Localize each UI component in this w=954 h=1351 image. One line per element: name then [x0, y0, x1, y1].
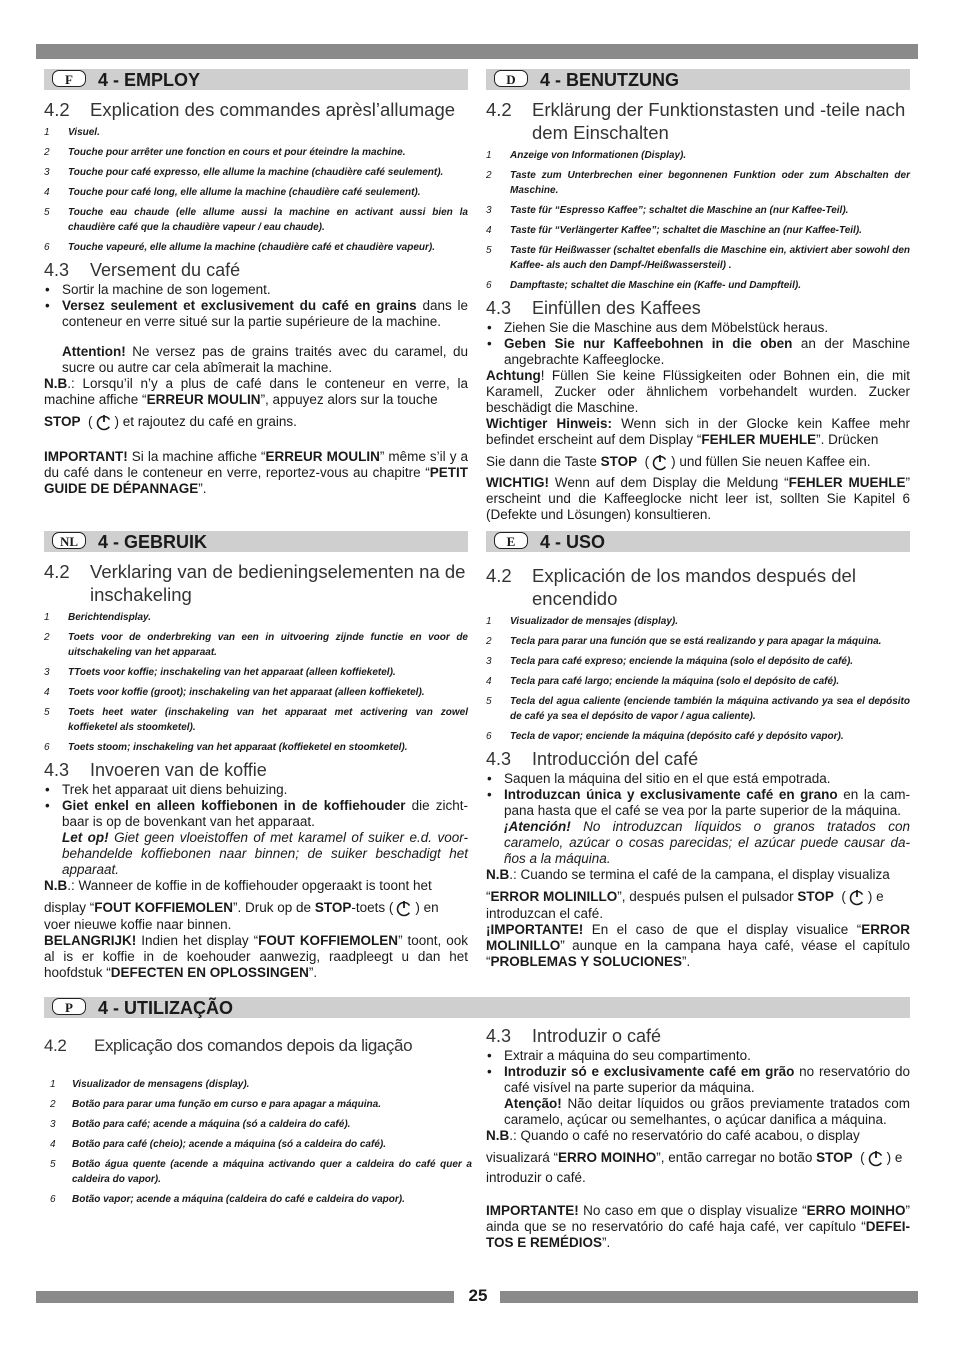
spanish-header: [486, 531, 910, 552]
section-dutch: [44, 531, 468, 981]
power-icon: [95, 413, 113, 431]
power-icon: [395, 899, 413, 917]
bullet-item: • Geben Sie nur Kaffeebohnen in die oben an der Maschine angebrachte Kaffeeglocke.: [486, 336, 910, 368]
list-item: 6 Dampftaste; schaltet die Maschine ein (Kaffe- und Dampfteil).: [486, 280, 801, 291]
de-bullets: [486, 320, 910, 368]
fr-nb: N.B.: Lorsqu’il n’y a plus de café dans le conteneur en verre, la machine affiche “ERREUR MOULIN”, appuyez alors sur la touche: [44, 376, 468, 407]
fr-bullets: [44, 282, 468, 330]
es-bullets: [486, 771, 910, 819]
list-item: 2 Botão para parar uma função em curso e para apagar a máquina.: [50, 1099, 381, 1110]
pt-heading-4-2: 4.2 Explicação dos comandos depois da ligação: [44, 1036, 413, 1055]
de-heading-4-3: 4.3 Einfüllen des Kaffees: [486, 298, 701, 318]
fr-stop-line: STOP ( ) et rajoutez du café en grains.: [44, 414, 297, 429]
es-atencion: ¡Atención! No introduzcan líquidos o granos tratados con caramelo, azúcar o cosas parecidas; el azúcar puede causar da-ños a la máquina.: [504, 819, 910, 866]
list-item: 2 Touche pour arrêter une fonction en cours et pour éteindre la machine.: [44, 147, 406, 158]
pt-atencao: Atenção! Não deitar líquidos ou grãos previamente tratados com caramelo, açúcar ou semelhantes, o açúcar danifica a máquina.: [504, 1096, 910, 1127]
es-nb: N.B.: Cuando se termina el café de la campana, el display visualiza: [486, 867, 890, 882]
french-title: 4 - EMPLOY: [98, 70, 201, 90]
nl-heading-4-3: 4.3 Invoeren van de koffie: [44, 760, 267, 780]
fr-heading-4-2: 4.2 Explication des commandes aprèsl’allumage: [44, 99, 456, 120]
top-bar: [36, 44, 918, 59]
list-item: 2 Toets voor de onderbreking van een in uitvoering zijnde functie en voor de uitschakeling van het apparaat.: [44, 632, 468, 658]
list-item: 1 Visualizador de mensagens (display).: [50, 1079, 250, 1090]
bullet-item: • Trek het apparaat uit diens behuizing.: [44, 782, 468, 798]
list-item: 1 Visuel.: [44, 127, 100, 138]
pt-heading-4-3: 4.3 Introduzir o café: [486, 1026, 662, 1046]
list-item: 4 Tecla para café largo; enciende la máquina (solo el depósito de café).: [486, 676, 840, 687]
nl-stop-cont: voer nieuwe koffie naar binnen.: [44, 917, 232, 932]
list-item: 3 Tecla para café expreso; enciende la máquina (solo el depósito de café).: [486, 656, 854, 667]
bullet-item: • Introduzir só e exclusivamente café em grão no reservatório do café visível na parte superior da máquina.: [486, 1064, 910, 1096]
list-item: 5 Touche eau chaude (elle allume aussi la machine en activant aussi bien la chaudière café que la chaudière vapeur / eau chaude).: [44, 207, 468, 233]
german-header: [486, 69, 910, 90]
de-stop-line: Sie dann die Taste STOP ( ) und füllen Sie neuen Kaffee ein.: [486, 454, 871, 469]
list-item: 4 Touche pour café long, elle allume la machine (chaudière café seulement).: [44, 187, 421, 198]
fr-important: IMPORTANT! Si la machine affiche “ERREUR MOULIN” même s’il y a du café dans le conteneur en verre, reportez-vous au chapitre “PETIT GUIDE DE DÉPANNAGE”.: [44, 449, 469, 496]
list-item: 2 Taste zum Unterbrechen einer begonnenen Funktion oder zum Abschalten der Maschine.: [486, 170, 910, 196]
pt-left-column: [44, 1028, 472, 1212]
bullet-item: • Extrair a máquina do seu compartimento.: [486, 1048, 910, 1064]
nl-belangrijk: BELANGRIJK! Indien het display “FOUT KOFFIEMOLEN” toont, ook al is er koffie in de koehouder aanwezig, raadpleegt u dan het hoofdstuk “DEFECTEN EN OPLOSSINGEN”.: [44, 933, 468, 980]
portuguese-header: [44, 997, 910, 1018]
bullet-item: • Sortir la machine de son logement.: [44, 282, 468, 298]
nl-stop-line: display “FOUT KOFFIEMOLEN”. Druk op de STOP-toets ( ) en: [44, 900, 439, 915]
dutch-header: [44, 531, 468, 552]
list-item: 6 Toets stoom; inschakeling van het apparaat (koffieketel en stoomketel).: [44, 742, 408, 753]
list-item: 2 Tecla para parar una función que se está realizando y para apagar la máquina.: [486, 636, 882, 647]
language-badge-f: F: [52, 70, 86, 87]
list-item: 1 Visualizador de mensajes (display).: [486, 616, 679, 627]
french-header: [44, 69, 468, 90]
spanish-title: 4 - USO: [540, 532, 606, 552]
pt-importante: IMPORTANTE! No caso em que o display visualize “ERRO MOINHO” ainda que se no reservatório do café haja café, ver capítulo “DEFEI-TOS E REMÉDIOS”.: [486, 1203, 910, 1250]
nl-nb: N.B.: Wanneer de koffie in de koffiehouder opgeraakt is toont het: [44, 878, 432, 893]
language-badge-e: E: [494, 532, 528, 549]
page-number: 25: [468, 1286, 488, 1305]
list-item: 4 Taste für “Verlängerter Kaffee”; schaltet die Maschine an (nur Kaffee-Teil).: [486, 225, 862, 236]
section-german: [486, 69, 910, 523]
es-heading-4-3: 4.3 Introducción del café: [486, 749, 699, 769]
footer-bar-left: [36, 1291, 454, 1303]
list-item: 3 Botão para café; acende a máquina (só a caldeira do café).: [50, 1119, 351, 1130]
list-item: 1 Anzeige von Informationen (Display).: [486, 150, 687, 161]
list-item: 6 Botão vapor; acende a máquina (caldeira do café e caldeira do vapor).: [50, 1194, 405, 1205]
list-item: 6 Touche vapeuré, elle allume la machine (chaudière café et chaudière vapeur).: [44, 242, 435, 253]
german-title: 4 - BENUTZUNG: [540, 70, 679, 90]
list-item: 3 Touche pour café expresso, elle allume la machine (chaudière café seulement).: [44, 167, 444, 178]
bullet-item: • Giet enkel en alleen koffiebonen in de koffiehouder die zicht-baar is op de bovenkant van het apparaat.: [44, 798, 468, 830]
es-importante: ¡IMPORTANTE! En el caso de que el display visualice “ERROR MOLINILLO” aunque en la campana haya café, véase el capítulo “PROBLEMAS Y SOLUCIONES”.: [486, 922, 910, 969]
nl-let-op: Let op! Giet geen vloeistoffen of met karamel of suiker e.d. voor-behandelde koffiebonen naar binnen; de suiker beschadigt het apparaat.: [62, 830, 468, 877]
list-item: 5 Toets heet water (inschakeling van het apparaat met activering van zowel koffieketel als stoomketel).: [44, 707, 468, 733]
nl-bullets: [44, 782, 468, 830]
list-item: 1 Berichtendisplay.: [44, 612, 151, 623]
list-item: 6 Tecla de vapor; enciende la máquina (depósito café y depósito vapor).: [486, 731, 844, 742]
de-achtung: Achtung! Füllen Sie keine Flüssigkeiten oder Bohnen ein, die mit Karamell, Zucker oder ähnlichem vorbehandelt wurden. Zucker beschädigt die Maschine.: [486, 368, 910, 415]
language-badge-d: D: [494, 70, 528, 87]
de-hinweis: Wichtiger Hinweis: Wenn sich in der Glocke kein Kaffee mehr befindet erscheint auf dem Display “FEHLER MUEHLE”. Drücken: [486, 416, 910, 447]
list-item: 3 TToets voor koffie; inschakeling van het apparaat (alleen koffieketel).: [44, 667, 396, 678]
section-spanish: [486, 531, 910, 970]
power-icon: [867, 1149, 885, 1167]
fr-heading-4-3: 4.3 Versement du café: [44, 260, 241, 280]
language-badge-nl: NL: [52, 532, 86, 549]
power-icon: [651, 453, 669, 471]
list-item: 4 Toets voor koffie (groot); inschakeling van het apparaat (alleen koffieketel).: [44, 687, 425, 698]
language-badge-p: P: [52, 998, 86, 1015]
de-controls-list: [486, 148, 910, 293]
list-item: 4 Botão para café (cheio); acende a máquina (só a caldeira do café).: [50, 1139, 386, 1150]
pt-right-column: [486, 1022, 910, 1251]
bullet-item: • Introduzcan única y exclusivamente café en grano en la cam-pana hasta que el café se vea por la parte superior de la máquina.: [486, 787, 910, 819]
dutch-title: 4 - GEBRUIK: [98, 532, 208, 552]
bullet-item: • Saquen la máquina del sitio en el que está empotrada.: [486, 771, 910, 787]
pt-stop-line: visualizará “ERRO MOINHO”, então carregar no botão STOP ( ) e: [486, 1150, 903, 1165]
portuguese-title: 4 - UTILIZAÇÃO: [98, 998, 233, 1018]
nl-heading-4-2: 4.2 Verklaring van de bedieningselementen na de inschakeling: [44, 561, 466, 605]
bullet-item: • Ziehen Sie die Maschine aus dem Möbelstück heraus.: [486, 320, 910, 336]
es-stop-line: “ERROR MOLINILLO”, después pulsen el pulsador STOP ( ) e: [486, 889, 884, 904]
pt-nb: N.B.: Quando o café no reservatório do café acabou, o display: [486, 1128, 860, 1143]
bullet-item: • Versez seulement et exclusivement du café en grains dans le conteneur en verre situé sur la partie supérieure de la machine.: [44, 298, 468, 330]
fr-controls-list: [44, 125, 468, 255]
footer-bar-right: [500, 1291, 918, 1303]
nl-controls-list: [44, 610, 468, 755]
pt-controls-list: [44, 1077, 472, 1207]
power-icon: [848, 888, 866, 906]
list-item: 5 Tecla del agua caliente (enciende también la máquina activando ya sea el depósito de café ya sea el depósito de vapor / agua caliente).: [486, 696, 910, 722]
es-controls-list: [486, 614, 910, 744]
fr-attention: Attention! Ne versez pas de grains traités avec du caramel, du sucre ou autre car cela abîmerait la machine.: [62, 344, 468, 375]
de-heading-4-2: 4.2 Erklärung der Funktionstasten und -teile nach dem Einschalten: [486, 99, 906, 143]
pt-bullets: [486, 1048, 910, 1096]
pt-stop-cont: introduzir o café.: [486, 1170, 586, 1185]
section-french: [44, 69, 468, 497]
list-item: 5 Botão água quente (acende a máquina activando quer a caldeira do café quer a caldeira do vapor).: [50, 1159, 472, 1185]
es-stop-cont: introduzcan el café.: [486, 906, 604, 921]
de-wichtig: WICHTIG! Wenn auf dem Display die Meldung “FEHLER MUEHLE” erscheint und die Kaffeeglocke nicht leer ist, sollten Sie Kapitel 6 (Defekte und Lösungen) konsultieren.: [486, 475, 910, 522]
list-item: 3 Taste für “Espresso Kaffee”; schaltet die Maschine an (nur Kaffee-Teil).: [486, 205, 849, 216]
list-item: 5 Taste für Heißwasser (schaltet ebenfalls die Maschine ein, aktiviert aber sowohl den Kaffee- als auch den Dampf-/Heißwassersteil) .: [486, 245, 910, 271]
es-heading-4-2: 4.2 Explicación de los mandos después del encendido: [486, 565, 856, 609]
